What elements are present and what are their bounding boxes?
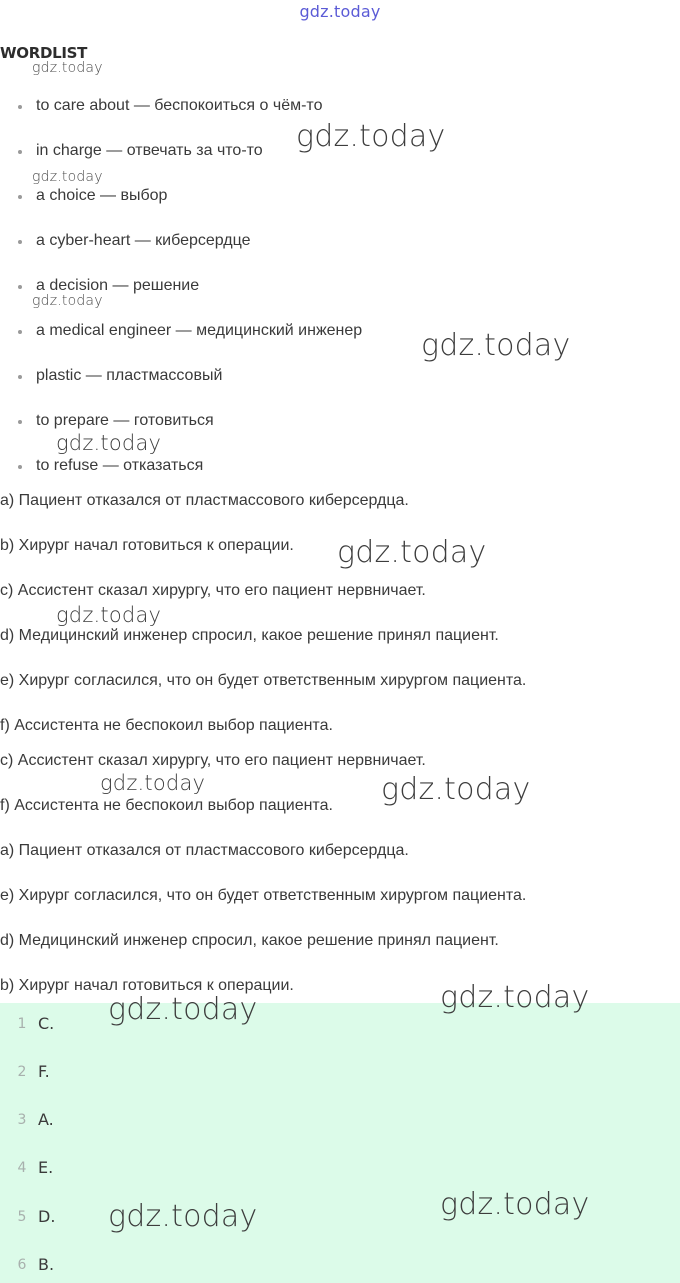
ordered-sentence: d) Медицинский инженер спросил, какое решение принял пациент.: [0, 932, 499, 949]
wordlist-item: [36, 412, 214, 430]
wordlist-item: [36, 232, 251, 250]
wordlist-item: [36, 322, 362, 340]
ordered-sentence: e) Хирург согласился, что он будет ответственным хирургом пациента.: [0, 887, 527, 904]
watermark: gdz.today: [296, 119, 446, 154]
sentence: f) Ассистента не беспокоил выбор пациента.: [0, 717, 333, 734]
bullet-icon: [18, 285, 22, 289]
answer-value: F.: [38, 1062, 50, 1081]
wordlist-item-text: to refuse — отказаться: [36, 457, 204, 474]
wordlist-heading: WORDLIST: [0, 44, 88, 62]
sentence: d) Медицинский инженер спросил, какое решение принял пациент.: [0, 627, 499, 644]
wordlist-item-text: in charge — отвечать за что-то: [36, 142, 263, 159]
watermark: gdz.today: [337, 535, 487, 570]
watermark: gdz.today: [108, 992, 258, 1027]
wordlist-item: [36, 457, 203, 475]
bullet-icon: [18, 150, 22, 154]
answer-value: B.: [38, 1255, 55, 1274]
ordered-sentence: f) Ассистента не беспокоил выбор пациента.: [0, 797, 333, 814]
answer-value: C.: [38, 1014, 55, 1033]
site-logo[interactable]: gdz.today: [299, 2, 381, 21]
bullet-icon: [18, 330, 22, 334]
watermark: gdz.today: [421, 328, 571, 363]
wordlist-item: [36, 142, 263, 160]
watermark: gdz.today: [440, 980, 590, 1015]
sentence: c) Ассистент сказал хирургу, что его пациент нервничает.: [0, 582, 426, 599]
wordlist-item: [36, 187, 167, 205]
answer-number: 2: [17, 1064, 27, 1080]
watermark: gdz.today: [108, 1199, 258, 1234]
sentence: a) Пациент отказался от пластмассового киберсердца.: [0, 492, 409, 509]
wordlist-item-text: plastic — пластмассовый: [36, 367, 223, 384]
wordlist-item-text: a medical engineer — медицинский инженер: [36, 322, 363, 339]
answer-value: D.: [38, 1207, 56, 1226]
bullet-icon: [18, 465, 22, 469]
answer-number: 6: [17, 1257, 27, 1273]
wordlist-item-text: a cyber-heart — киберсердце: [36, 232, 251, 249]
bullet-icon: [18, 105, 22, 109]
watermark: gdz.today: [32, 169, 103, 185]
wordlist-item: [36, 97, 322, 115]
answer-number: 4: [17, 1160, 27, 1176]
bullet-icon: [18, 375, 22, 379]
watermark: gdz.today: [56, 603, 162, 627]
watermark: gdz.today: [32, 60, 103, 76]
watermark: gdz.today: [440, 1187, 590, 1222]
wordlist-item: [36, 367, 222, 385]
answer-number: 1: [17, 1016, 27, 1032]
wordlist-item-text: to prepare — готовиться: [36, 412, 214, 429]
answer-value: A.: [38, 1110, 54, 1129]
watermark: gdz.today: [56, 431, 162, 455]
wordlist-item-text: to care about — беспокоиться о чём-то: [36, 97, 323, 114]
ordered-sentence: c) Ассистент сказал хирургу, что его пациент нервничает.: [0, 752, 426, 769]
watermark: gdz.today: [32, 293, 103, 309]
answer-number: 5: [17, 1209, 27, 1225]
bullet-icon: [18, 240, 22, 244]
ordered-sentence: a) Пациент отказался от пластмассового киберсердца.: [0, 842, 409, 859]
answer-value: E.: [38, 1158, 54, 1177]
bullet-icon: [18, 195, 22, 199]
watermark: gdz.today: [381, 772, 531, 807]
answer-number: 3: [17, 1112, 27, 1128]
wordlist-item-text: a decision — решение: [36, 277, 200, 294]
ordered-sentence: b) Хирург начал готовиться к операции.: [0, 977, 294, 994]
wordlist-item-text: a choice — выбор: [36, 187, 168, 204]
answer-box: [0, 1003, 680, 1283]
bullet-icon: [18, 420, 22, 424]
sentence: b) Хирург начал готовиться к операции.: [0, 537, 294, 554]
sentence: e) Хирург согласился, что он будет ответственным хирургом пациента.: [0, 672, 527, 689]
watermark: gdz.today: [100, 771, 206, 795]
